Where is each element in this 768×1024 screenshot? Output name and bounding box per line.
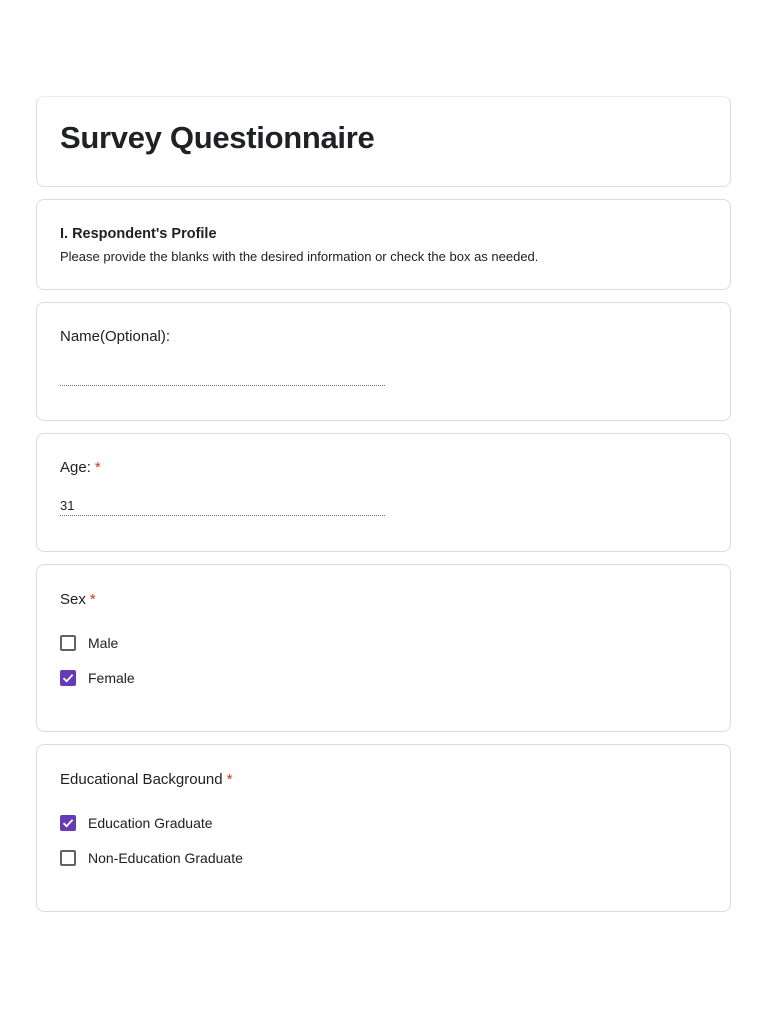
- question-name-card: [36, 302, 731, 421]
- question-sex-text: Sex: [60, 591, 86, 608]
- checkmark-icon: [62, 672, 74, 684]
- option-female[interactable]: [60, 670, 135, 686]
- form-title: Survey Questionnaire: [60, 120, 375, 155]
- female-checkbox[interactable]: [60, 670, 76, 686]
- question-age-card: [36, 433, 731, 552]
- question-education-card: [36, 744, 731, 912]
- required-asterisk: *: [94, 459, 101, 476]
- required-asterisk: *: [226, 771, 233, 788]
- section-description: Please provide the blanks with the desired information or check the box as needed.: [60, 249, 539, 264]
- question-name-label: [60, 328, 170, 345]
- question-education-text: Educational Background: [60, 771, 223, 788]
- question-sex-card: [36, 564, 731, 732]
- question-name-text: Name(Optional):: [60, 328, 171, 345]
- option-male-label: Male: [88, 635, 119, 651]
- age-input[interactable]: 31: [60, 497, 385, 516]
- checkmark-icon: [62, 817, 74, 829]
- option-non-education-graduate[interactable]: [60, 850, 243, 866]
- question-education-label: [60, 771, 232, 788]
- education-graduate-checkbox[interactable]: [60, 815, 76, 831]
- question-sex-label: [60, 591, 96, 608]
- question-age-label: [60, 459, 101, 476]
- option-female-label: Female: [88, 670, 135, 686]
- option-non-education-graduate-label: Non-Education Graduate: [88, 850, 243, 866]
- form-title-card: [36, 96, 731, 187]
- option-male[interactable]: [60, 635, 118, 651]
- name-input[interactable]: [60, 367, 385, 386]
- option-education-graduate-label: Education Graduate: [88, 815, 213, 831]
- option-education-graduate[interactable]: [60, 815, 213, 831]
- required-asterisk: *: [89, 591, 96, 608]
- male-checkbox[interactable]: [60, 635, 76, 651]
- section-header-card: [36, 199, 731, 290]
- non-education-graduate-checkbox[interactable]: [60, 850, 76, 866]
- section-title: I. Respondent's Profile: [60, 226, 217, 242]
- question-age-text: Age:: [60, 459, 91, 476]
